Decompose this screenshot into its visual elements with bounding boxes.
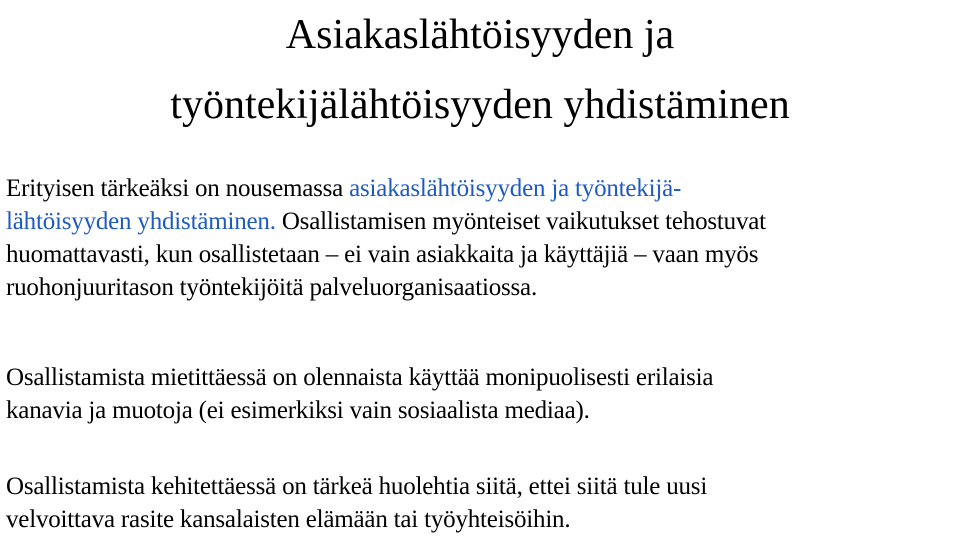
paragraph-1-line-1-text: Erityisen tärkeäksi on nousemassa [6, 175, 350, 202]
paragraph-3-line-1: Osallistamista kehitettäessä on tärkeä huolehtia siitä, ettei siitä tule uusi [6, 473, 708, 500]
paragraph-1-line-3: huomattavasti, kun osallistetaan – ei vain asiakkaita ja käyttäjiä – vaan myös [6, 241, 759, 268]
paragraph-1-line-2 [6, 205, 956, 238]
slide-title [0, 0, 960, 140]
paragraph-2-line-1: Osallistamista mietittäessä on olennaista käyttää monipuolisesti erilaisia [6, 364, 714, 391]
paragraph-1-highlight-end: lähtöisyyden yhdistäminen. [6, 208, 276, 235]
paragraph-1 [6, 172, 956, 304]
paragraph-1-line-2-text: Osallistamisen myönteiset vaikutukset tehostuvat [275, 208, 766, 235]
paragraph-2-line-2: kanavia ja muotoja (ei esimerkiksi vain sosiaalista mediaa). [6, 397, 590, 424]
paragraph-3 [6, 470, 956, 536]
paragraph-3-line-2: velvoittava rasite kansalaisten elämään tai työyhteisöihin. [6, 506, 571, 533]
slide-title-line-1: Asiakaslähtöisyyden ja [285, 12, 675, 58]
paragraph-1-highlight-start: asiakaslähtöisyyden ja työntekijä- [349, 175, 682, 202]
paragraph-2 [6, 361, 956, 427]
paragraph-1-line-4: ruohonjuuritason työntekijöitä palveluorganisaatiossa. [6, 274, 537, 301]
paragraph-1-line-1 [6, 172, 956, 205]
slide-title-line-2: työntekijälähtöisyyden yhdistäminen [170, 82, 790, 128]
